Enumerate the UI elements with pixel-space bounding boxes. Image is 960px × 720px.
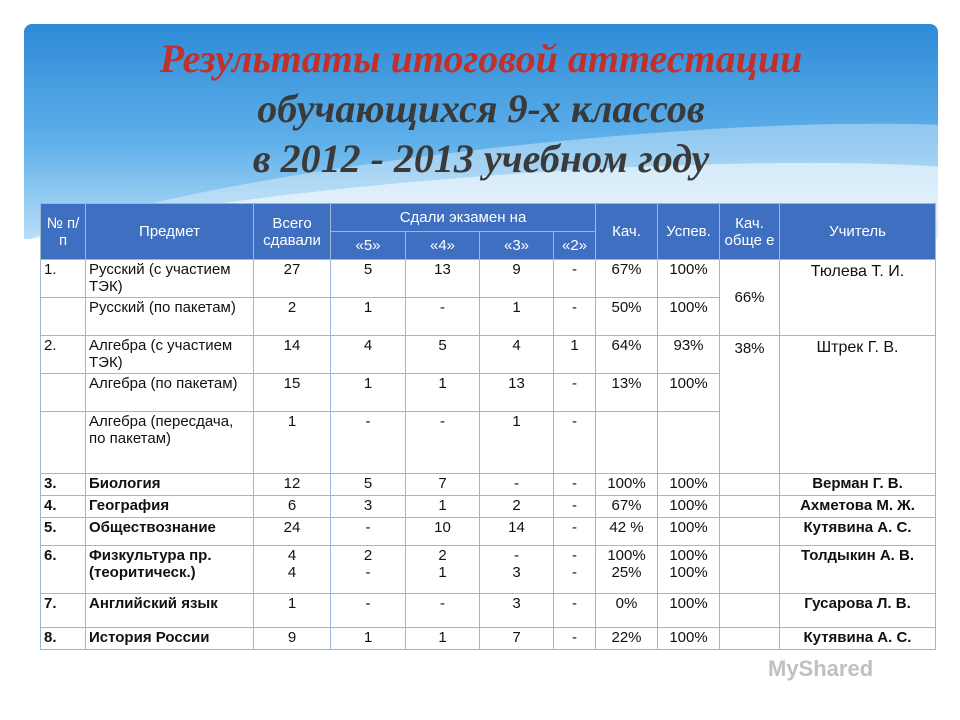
row-success: 93% [658, 336, 720, 374]
row-quality-total [720, 546, 780, 594]
row-success: 100% [658, 374, 720, 412]
row-num: 6. [41, 546, 86, 594]
row-quality-total [720, 496, 780, 518]
table-row [41, 628, 936, 650]
row-subject: Русский (с участием ТЭК) [86, 260, 254, 298]
row-subject: Русский (по пакетам) [86, 298, 254, 336]
row-num [41, 374, 86, 412]
row-quality: 67% [596, 496, 658, 518]
row-total: 27 [254, 260, 331, 298]
row-subject: Алгебра (по пакетам) [86, 374, 254, 412]
row-total-a: 4 [287, 547, 297, 564]
row-quality: 13% [596, 374, 658, 412]
row-success: 100% [658, 298, 720, 336]
row-subject: История России [86, 628, 254, 650]
row-success: 100% [658, 474, 720, 496]
row-success [658, 412, 720, 474]
row-grade-4: - [406, 412, 480, 474]
row-quality: 42 % [596, 518, 658, 546]
row-grade-2: 1 [554, 336, 596, 374]
row-grade-5: 5 [331, 260, 406, 298]
row-subject: Английский язык [86, 594, 254, 628]
row-success-a: 100% [669, 547, 708, 564]
row-subject: География [86, 496, 254, 518]
table-row [41, 260, 936, 298]
header-grade-2: «2» [554, 232, 596, 260]
row-grade-2-b: - [572, 564, 577, 581]
row-total: 2 [254, 298, 331, 336]
row-success: 100% [658, 594, 720, 628]
row-grade-4: 1 [406, 374, 480, 412]
row-total: 15 [254, 374, 331, 412]
row-num: 8. [41, 628, 86, 650]
header-passed: Сдали экзамен на [331, 204, 596, 232]
table-row [41, 518, 936, 546]
row-quality-total: 66% [720, 260, 780, 336]
row-quality-total [720, 594, 780, 628]
results-table [40, 203, 936, 650]
row-total [254, 546, 331, 594]
header-subject: Предмет [86, 204, 254, 260]
row-num: 1. [41, 260, 86, 298]
row-quality-total [720, 628, 780, 650]
row-teacher: Кутявина А. С. [780, 628, 936, 650]
row-total: 1 [254, 594, 331, 628]
row-grade-5: 1 [331, 628, 406, 650]
row-quality [596, 412, 658, 474]
row-quality: 22% [596, 628, 658, 650]
row-grade-3: 13 [480, 374, 554, 412]
row-quality [596, 546, 658, 594]
row-subject: Обществознание [86, 518, 254, 546]
row-total: 12 [254, 474, 331, 496]
table-row [41, 496, 936, 518]
row-grade-5: 1 [331, 298, 406, 336]
header-total: Всего сдавали [254, 204, 331, 260]
row-grade-4: 10 [406, 518, 480, 546]
row-num [41, 412, 86, 474]
header-quality: Кач. [596, 204, 658, 260]
row-num: 5. [41, 518, 86, 546]
row-grade-2: - [554, 628, 596, 650]
row-quality-b: 25% [611, 564, 642, 581]
row-total: 6 [254, 496, 331, 518]
row-quality-total [720, 474, 780, 496]
row-total: 24 [254, 518, 331, 546]
row-grade-2 [554, 546, 596, 594]
row-success: 100% [658, 496, 720, 518]
row-teacher: Кутявина А. С. [780, 518, 936, 546]
row-num: 2. [41, 336, 86, 374]
row-num [41, 298, 86, 336]
row-grade-2: - [554, 374, 596, 412]
row-grade-2: - [554, 594, 596, 628]
table-row [41, 336, 936, 374]
row-grade-5: 1 [331, 374, 406, 412]
header-teacher: Учитель [780, 204, 936, 260]
row-grade-2: - [554, 298, 596, 336]
row-grade-5: 4 [331, 336, 406, 374]
row-subject: Алгебра (пересдача, по пакетам) [86, 412, 254, 474]
row-teacher: Гусарова Л. В. [780, 594, 936, 628]
row-quality: 50% [596, 298, 658, 336]
row-grade-2: - [554, 474, 596, 496]
row-grade-4-a: 2 [438, 547, 447, 564]
row-grade-3 [480, 546, 554, 594]
title-line-1: Результаты итоговой аттестации [159, 36, 803, 81]
row-grade-3: 1 [480, 412, 554, 474]
row-grade-5: - [331, 594, 406, 628]
row-success: 100% [658, 518, 720, 546]
table-row [41, 546, 936, 594]
row-grade-3: 2 [480, 496, 554, 518]
row-teacher: Тюлева Т. И. [780, 260, 936, 336]
table-row [41, 474, 936, 496]
table-row [41, 594, 936, 628]
row-grade-4: 5 [406, 336, 480, 374]
row-quality: 67% [596, 260, 658, 298]
row-num: 4. [41, 496, 86, 518]
row-grade-2: - [554, 412, 596, 474]
row-grade-3-b: 3 [512, 564, 521, 581]
row-total: 9 [254, 628, 331, 650]
header-quality-total: Кач. обще е [720, 204, 780, 260]
row-grade-3-a: - [514, 547, 519, 564]
row-teacher: Толдыкин А. В. [780, 546, 936, 594]
row-grade-3: 3 [480, 594, 554, 628]
row-grade-4: 7 [406, 474, 480, 496]
row-num: 3. [41, 474, 86, 496]
row-quality-a: 100% [607, 547, 646, 564]
row-teacher: Верман Г. В. [780, 474, 936, 496]
header-grade-4: «4» [406, 232, 480, 260]
row-success [658, 546, 720, 594]
row-grade-4: 1 [406, 628, 480, 650]
row-grade-4: 1 [406, 496, 480, 518]
row-success: 100% [658, 628, 720, 650]
row-grade-2: - [554, 496, 596, 518]
row-grade-3: 9 [480, 260, 554, 298]
row-total: 1 [254, 412, 331, 474]
row-grade-5-b: - [365, 564, 371, 581]
row-quality-total [720, 518, 780, 546]
row-grade-3: 14 [480, 518, 554, 546]
row-grade-4 [406, 546, 480, 594]
header-grade-5: «5» [331, 232, 406, 260]
title-line-3: в 2012 - 2013 учебном году [252, 136, 710, 181]
row-subject: Биология [86, 474, 254, 496]
header-num: № п/п [41, 204, 86, 260]
row-grade-5: 3 [331, 496, 406, 518]
row-grade-3: 1 [480, 298, 554, 336]
watermark-logo: MyShared [768, 656, 874, 681]
row-quality: 64% [596, 336, 658, 374]
row-teacher: Штрек Г. В. [780, 336, 936, 474]
row-grade-4-b: 1 [438, 564, 447, 581]
row-quality: 100% [596, 474, 658, 496]
header-success: Успев. [658, 204, 720, 260]
header-grade-3: «3» [480, 232, 554, 260]
row-grade-3: 7 [480, 628, 554, 650]
row-grade-2: - [554, 260, 596, 298]
row-num: 7. [41, 594, 86, 628]
row-subject: Алгебра (с участием ТЭК) [86, 336, 254, 374]
page-title [24, 34, 938, 184]
row-subject: Физкультура пр. (теоритическ.) [86, 546, 254, 594]
row-teacher: Ахметова М. Ж. [780, 496, 936, 518]
row-success: 100% [658, 260, 720, 298]
title-line-2: обучающихся 9-х классов [257, 86, 705, 131]
row-grade-4: - [406, 594, 480, 628]
row-grade-2-a: - [572, 547, 577, 564]
row-grade-5-a: 2 [363, 547, 373, 564]
row-grade-4: - [406, 298, 480, 336]
row-grade-5: - [331, 412, 406, 474]
row-quality: 0% [596, 594, 658, 628]
row-total: 14 [254, 336, 331, 374]
row-total-b: 4 [287, 564, 297, 581]
row-quality-total: 38% [720, 336, 780, 474]
row-grade-5 [331, 546, 406, 594]
row-grade-4: 13 [406, 260, 480, 298]
row-grade-3: - [480, 474, 554, 496]
row-grade-2: - [554, 518, 596, 546]
row-success-b: 100% [669, 564, 708, 581]
row-grade-5: 5 [331, 474, 406, 496]
row-grade-3: 4 [480, 336, 554, 374]
row-grade-5: - [331, 518, 406, 546]
